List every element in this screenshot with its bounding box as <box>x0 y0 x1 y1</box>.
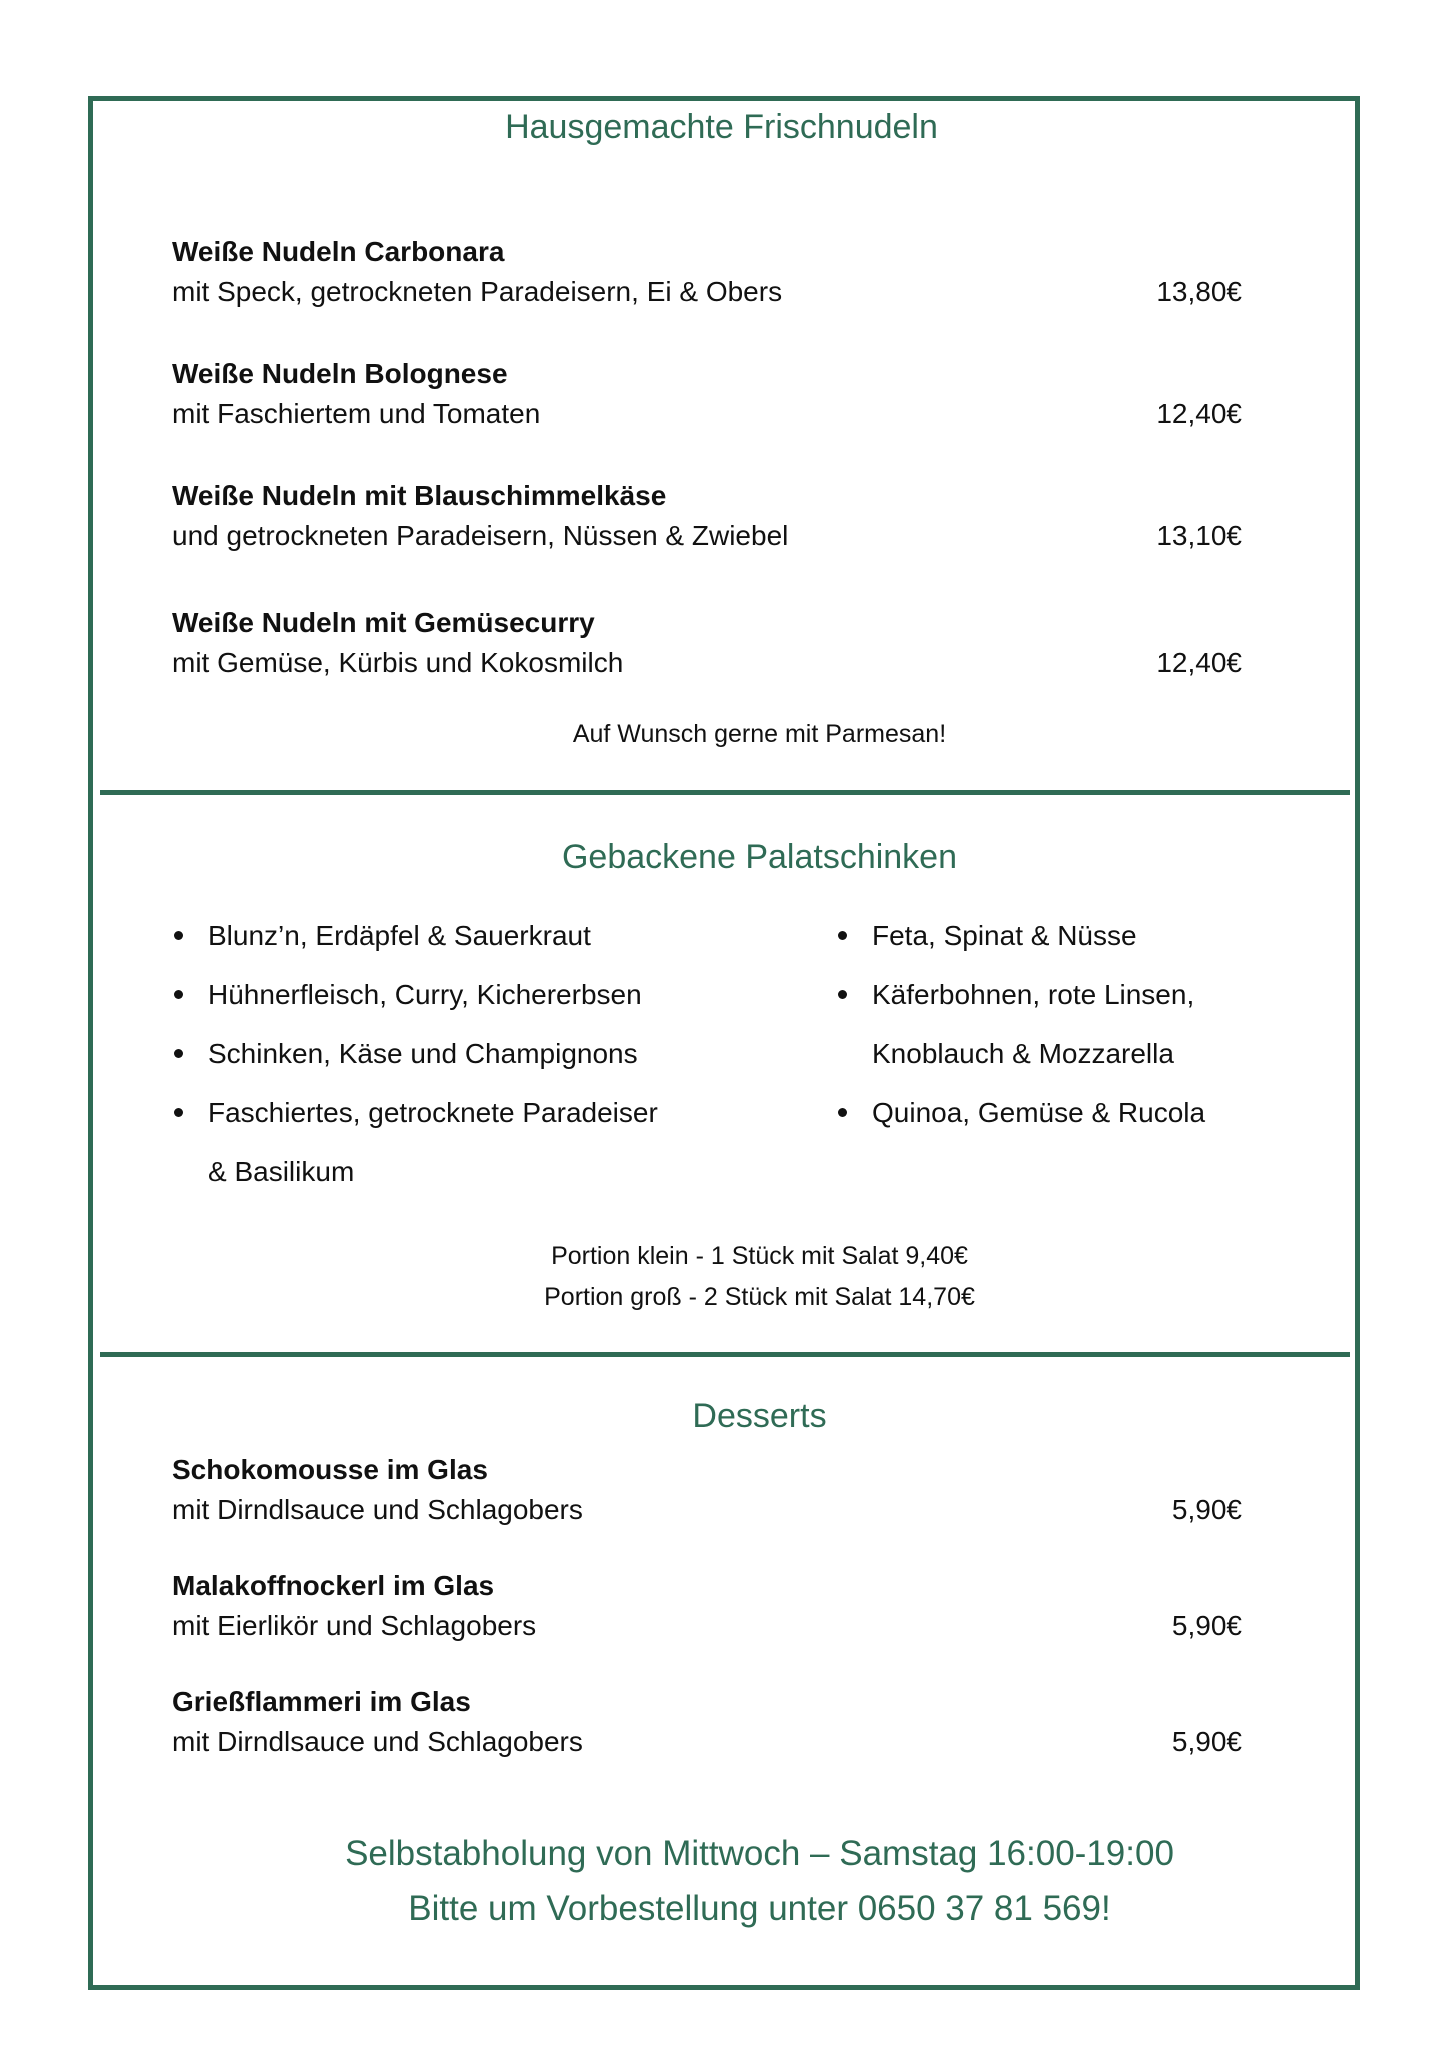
item-description: mit Speck, getrockneten Paradeisern, Ei & Obers <box>172 276 783 307</box>
bullet-icon <box>174 990 183 999</box>
item-description: und getrockneten Paradeisern, Nüssen & Zwiebel <box>172 520 789 551</box>
menu-item <box>172 1566 1242 1646</box>
menu-item <box>172 476 1242 556</box>
bullet-icon <box>174 931 183 940</box>
section-divider <box>100 790 1350 795</box>
menu-item <box>172 603 1242 683</box>
item-name: Weiße Nudeln Bolognese <box>172 358 508 389</box>
item-price: 5,90€ <box>1171 1494 1242 1525</box>
item-price: 13,10€ <box>1156 520 1242 551</box>
item-description: mit Eierlikör und Schlagobers <box>172 1610 537 1641</box>
bullet-icon <box>838 990 847 999</box>
pickup-hours: Selbstabholung von Mittwoch – Samstag 16:00-19:00 <box>345 1834 1174 1873</box>
item-price: 12,40€ <box>1156 398 1242 429</box>
list-item: Blunz’n, Erdäpfel & Sauerkraut <box>172 906 658 965</box>
list-item: Faschiertes, getrocknete Paradeiser <box>172 1083 658 1142</box>
preorder-phone: Bitte um Vorbestellung unter 0650 37 81 569! <box>408 1889 1111 1928</box>
item-description: mit Dirndlsauce und Schlagobers <box>172 1494 583 1525</box>
list-item: Hühnerfleisch, Curry, Kichererbsen <box>172 965 658 1024</box>
menu-item <box>172 1450 1242 1530</box>
menu-item <box>172 354 1242 434</box>
list-item: Feta, Spinat & Nüsse <box>836 906 1205 965</box>
menu-item <box>172 1682 1242 1762</box>
bullet-icon <box>838 931 847 940</box>
list-item: Käferbohnen, rote Linsen, <box>836 965 1205 1024</box>
pasta-section-title: Hausgemachte Frischnudeln <box>505 108 938 146</box>
item-description: mit Dirndlsauce und Schlagobers <box>172 1726 583 1757</box>
bullet-icon <box>174 1049 183 1058</box>
menu-item <box>172 232 1242 312</box>
item-name: Weiße Nudeln Carbonara <box>172 236 505 267</box>
section-divider <box>100 1352 1350 1357</box>
bullet-icon <box>174 1108 183 1117</box>
item-name: Grießflammeri im Glas <box>172 1686 471 1717</box>
item-description: mit Faschiertem und Tomaten <box>172 398 541 429</box>
item-price: 12,40€ <box>1156 647 1242 678</box>
parmesan-note: Auf Wunsch gerne mit Parmesan! <box>572 720 947 748</box>
filling-list-right <box>836 906 1205 1142</box>
list-item: Schinken, Käse und Champignons <box>172 1024 658 1083</box>
portion-small: Portion klein - 1 Stück mit Salat 9,40€ <box>551 1242 968 1270</box>
palatschinken-section-title: Gebackene Palatschinken <box>561 838 958 876</box>
portion-large: Portion groß - 2 Stück mit Salat 14,70€ <box>544 1283 975 1311</box>
item-price: 13,80€ <box>1156 276 1242 307</box>
item-price: 5,90€ <box>1171 1726 1242 1757</box>
item-name: Schokomousse im Glas <box>172 1454 488 1485</box>
item-name: Weiße Nudeln mit Blauschimmelkäse <box>172 480 667 511</box>
list-item-continuation: Knoblauch & Mozzarella <box>872 1038 1174 1069</box>
list-item-continuation: & Basilikum <box>208 1156 355 1187</box>
filling-list-left <box>172 906 658 1201</box>
item-name: Weiße Nudeln mit Gemüsecurry <box>172 607 595 638</box>
item-name: Malakoffnockerl im Glas <box>172 1570 495 1601</box>
bullet-icon <box>838 1108 847 1117</box>
list-item: Quinoa, Gemüse & Rucola <box>836 1083 1205 1142</box>
desserts-section-title: Desserts <box>692 1397 827 1435</box>
item-description: mit Gemüse, Kürbis und Kokosmilch <box>172 647 624 678</box>
item-price: 5,90€ <box>1171 1610 1242 1641</box>
